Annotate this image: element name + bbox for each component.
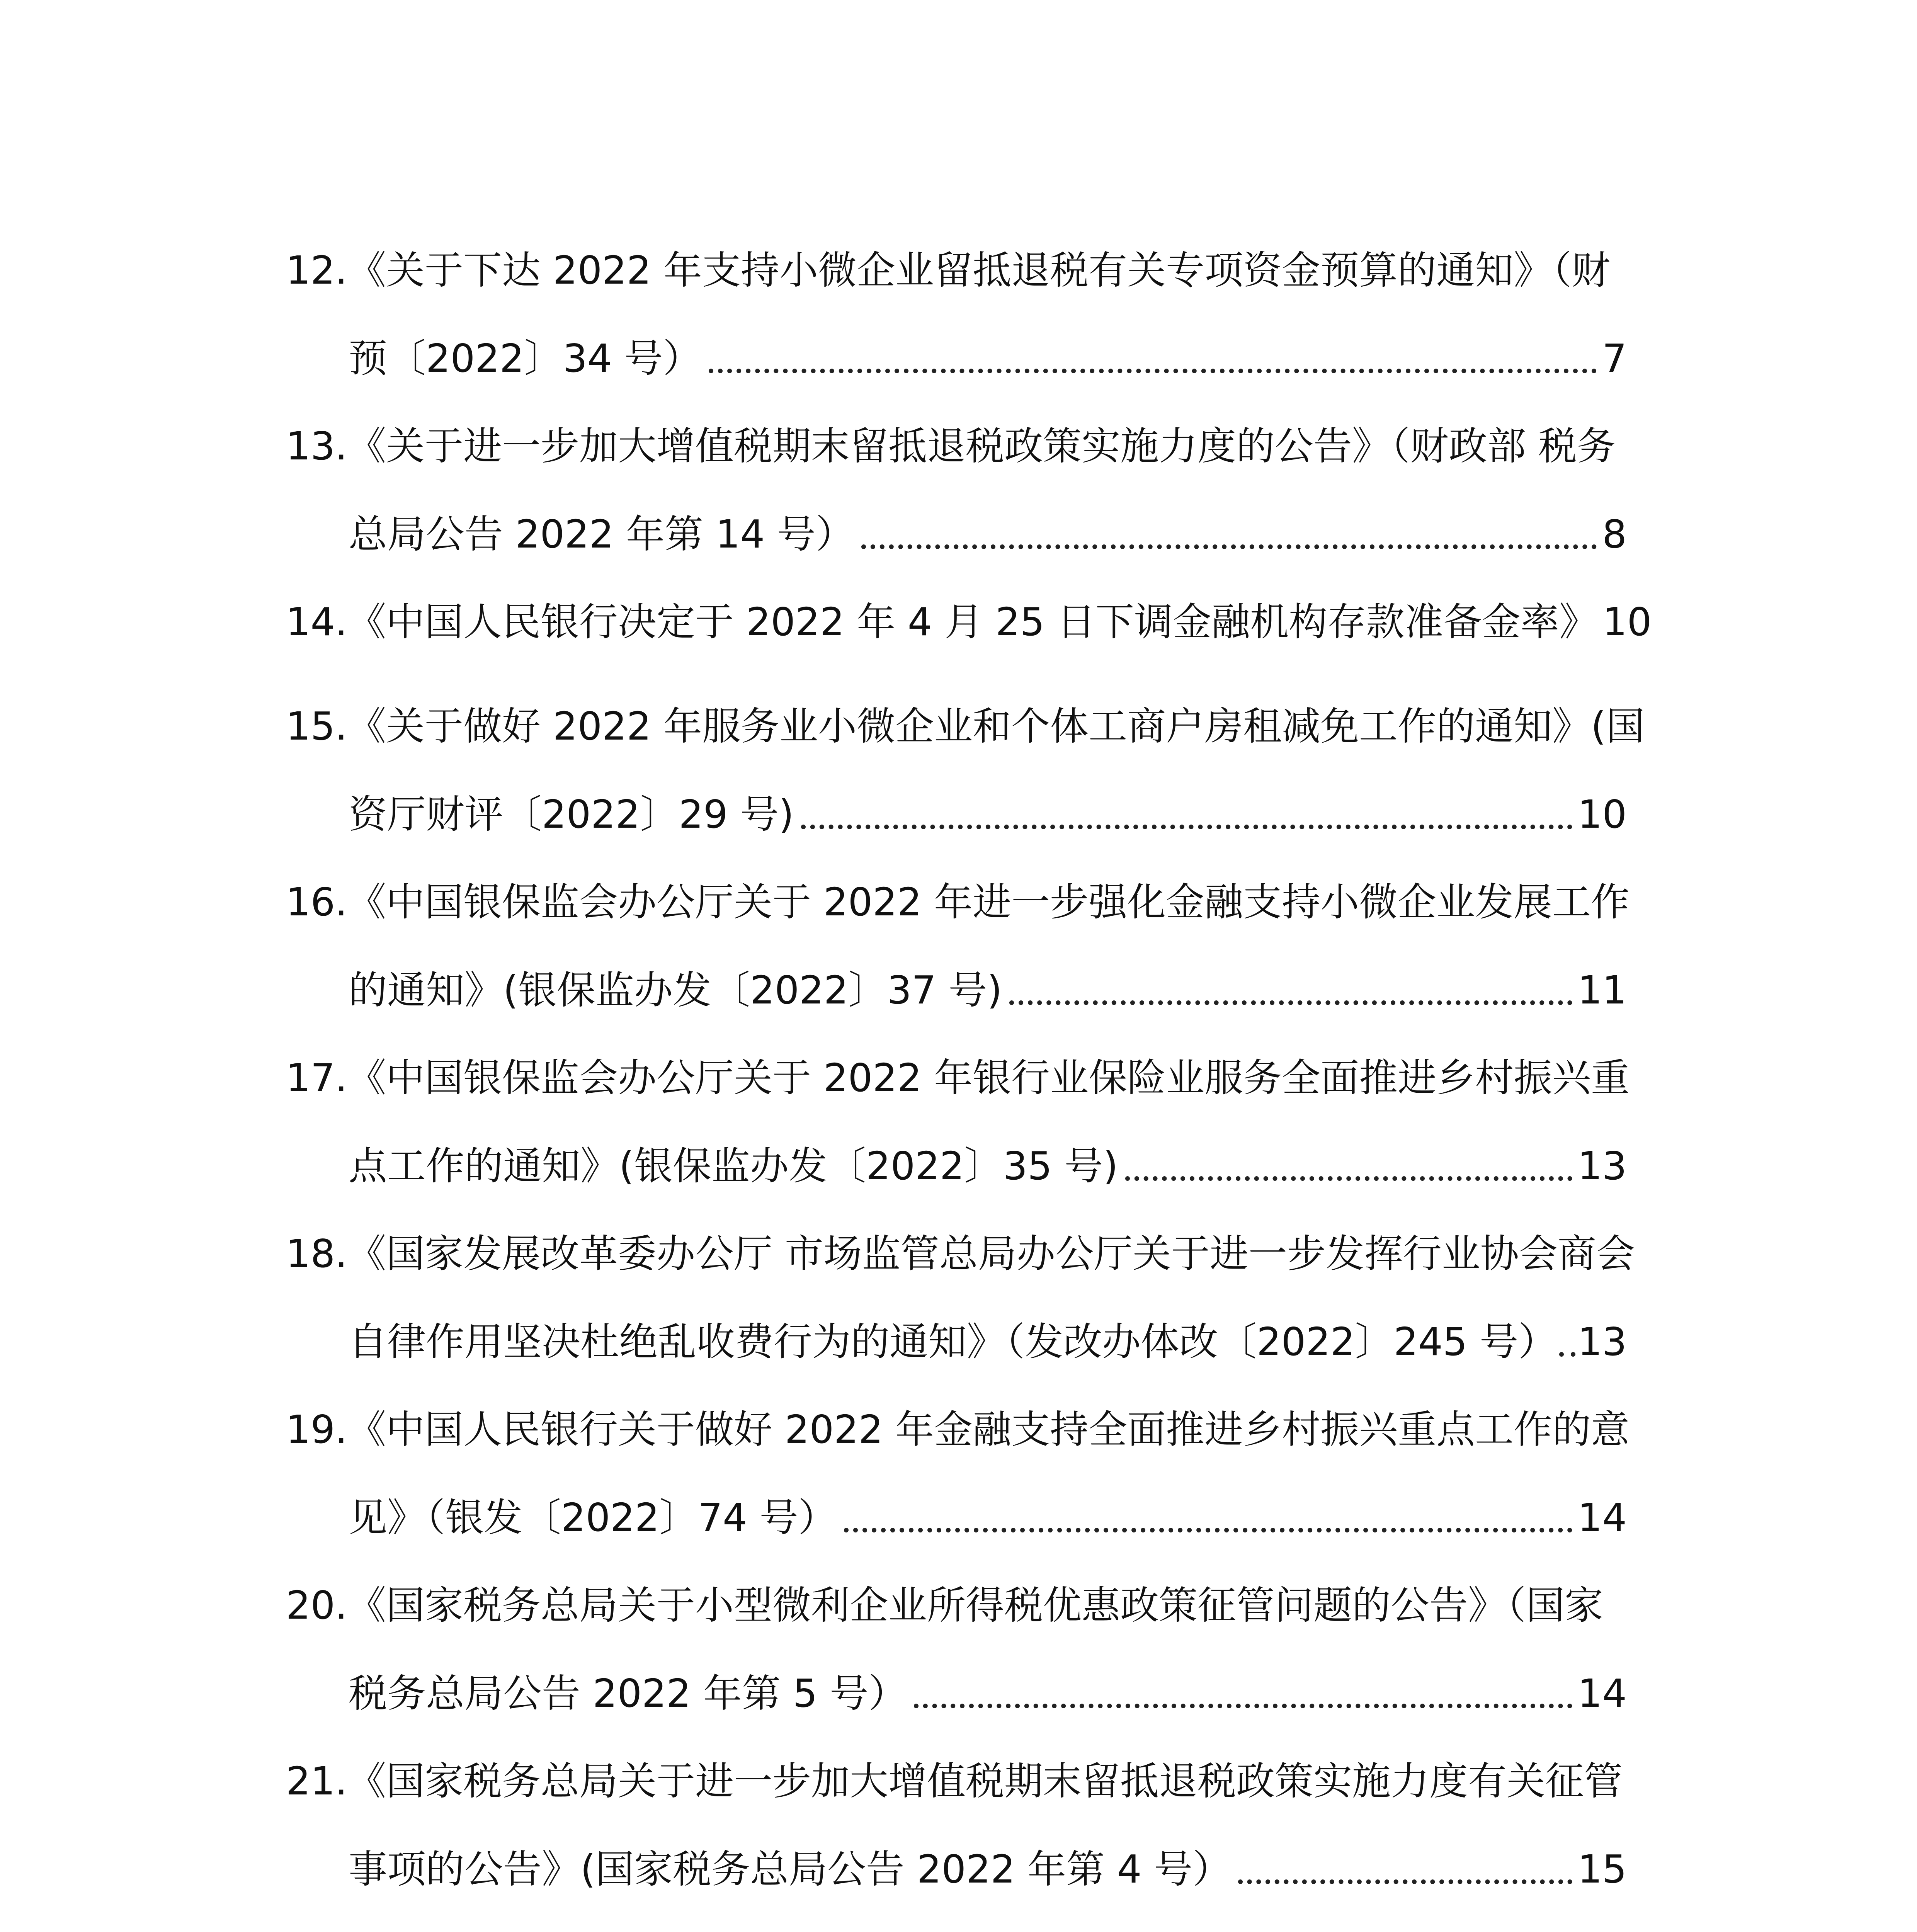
toc-entry-page-number: 13 [1577,1319,1627,1364]
toc-entry-title-text: 16.《中国银保监会办公厅关于 2022 年进一步强化金融支持小微企业发展工作 [286,879,1630,925]
toc-entry-continuation-text: 事项的公告》(国家税务总局公告 2022 年第 4 号） [349,1847,1232,1892]
toc-entry-title-text: 18.《国家发展改革委办公厅 市场监管总局办公厅关于进一步发挥行业协会商会 [286,1231,1635,1276]
toc-entry-title [286,599,1652,645]
toc-entry-continuation [349,335,1627,382]
toc-entry-continuation [349,1495,1627,1541]
dot-leader [1125,1176,1572,1181]
toc-entry-page-number: 14 [1577,1495,1627,1540]
toc-entry-title-text: 12.《关于下达 2022 年支持小微企业留抵退税有关专项资金预算的通知》（财 [286,248,1611,293]
dot-leader [1559,1352,1575,1357]
toc-entry-title [286,1582,1627,1629]
toc-entry-title [286,247,1627,294]
toc-entry-continuation [349,1319,1627,1365]
toc-entry-title-text: 13.《关于进一步加大增值税期末留抵退税政策实施力度的公告》（财政部 税务 [286,423,1616,469]
dot-leader [801,825,1572,829]
toc-entry-continuation [349,1846,1627,1893]
toc-entry-continuation-text: 见》（银发〔2022〕74 号） [349,1495,837,1540]
toc-entry-continuation-text: 预〔2022〕34 号） [349,336,702,381]
toc-entry-title [286,879,1630,925]
toc-entry-continuation [349,1143,1627,1189]
dot-leader [1238,1879,1572,1884]
toc-entry-title [286,1758,1627,1804]
toc-entry-page-number: 15 [1577,1847,1627,1892]
dot-leader [914,1704,1572,1708]
toc-entry-page-number: 14 [1577,1671,1627,1716]
dot-leader [861,544,1597,549]
toc-entry-page-number: 11 [1577,968,1627,1013]
toc-entry-continuation [349,1670,1627,1717]
toc-entry-page-number: 10 [1602,599,1652,645]
toc-entry-continuation-text: 资厅财评〔2022〕29 号) [349,792,794,837]
toc-entry-title-text: 19.《中国人民银行关于做好 2022 年金融支持全面推进乡村振兴重点工作的意 [286,1407,1630,1452]
toc-entry-title-text: 15.《关于做好 2022 年服务业小微企业和个体工商户房租减免工作的通知》(国 [286,704,1645,749]
toc-entry-page-number: 13 [1577,1143,1627,1189]
toc-entry-continuation-text: 税务总局公告 2022 年第 5 号） [349,1671,907,1716]
toc-entry-title [286,423,1627,469]
toc-entry-continuation-text: 的通知》(银保监办发〔2022〕37 号) [349,968,1002,1013]
dot-leader [709,369,1597,373]
toc-entry-title [286,703,1645,750]
toc-entry-page-number: 7 [1602,336,1627,381]
toc-entry-continuation [349,791,1627,838]
toc-entry-title-text: 17.《中国银保监会办公厅关于 2022 年银行业保险业服务全面推进乡村振兴重 [286,1055,1630,1100]
dot-leader [844,1528,1572,1532]
toc-entry-title [286,1231,1635,1277]
dot-leader [1009,1000,1572,1005]
toc-entry-continuation [349,511,1627,558]
toc-entry-page-number: 10 [1577,792,1627,837]
toc-entry-title [286,1406,1630,1453]
toc-entry-continuation-text: 总局公告 2022 年第 14 号） [349,512,854,557]
toc-entry-title-text: 21.《国家税务总局关于进一步加大增值税期末留抵退税政策实施力度有关征管 [286,1759,1623,1804]
toc-entry-page-number: 8 [1602,512,1627,557]
toc-entry-continuation-text: 点工作的通知》(银保监办发〔2022〕35 号) [349,1143,1118,1189]
toc-entry-continuation-text: 自律作用坚决杜绝乱收费行为的通知》（发改办体改〔2022〕245 号） [349,1319,1557,1364]
toc-entry-title-text: 14.《中国人民银行决定于 2022 年 4 月 25 日下调金融机构存款准备金率》 [286,599,1598,645]
toc-entry-continuation [349,967,1627,1014]
toc-entry-title-text: 20.《国家税务总局关于小型微利企业所得税优惠政策征管问题的公告》（国家 [286,1583,1604,1628]
toc-entry-title [286,1055,1630,1101]
